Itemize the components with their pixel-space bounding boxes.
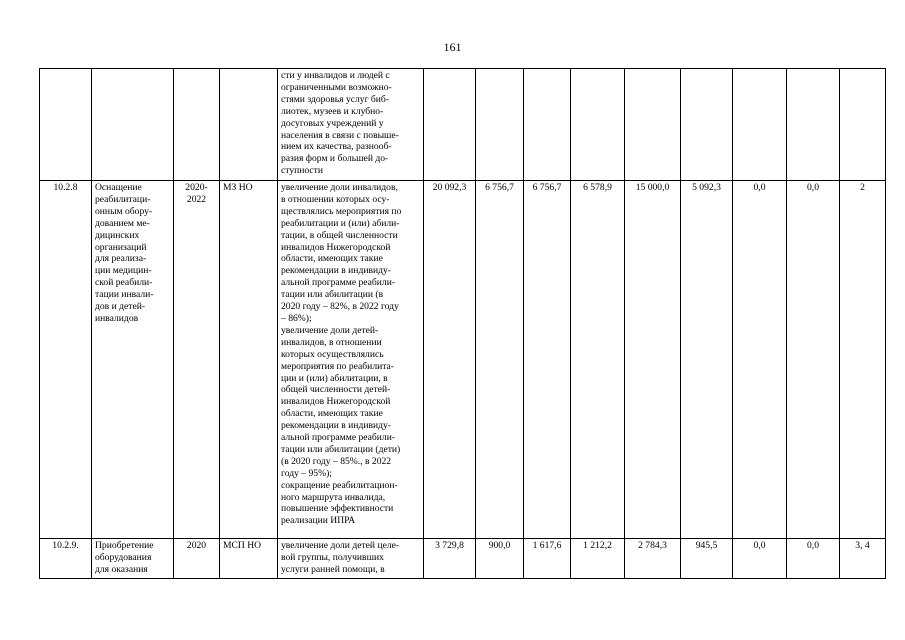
cell-indicator-line: увеличение доли детей целе-	[281, 540, 400, 551]
cell-indicator-line: тации или абилитации (в	[281, 289, 384, 301]
cell-value: 1 617,6	[524, 539, 571, 579]
cell-value: 945,5	[681, 539, 733, 579]
cell-indicator-line: разия форм и большей до-	[281, 153, 389, 165]
cell-indicator-line: увеличение доли инвалидов,	[281, 182, 398, 193]
cell-indicator-line: общей численности детей-	[281, 384, 391, 396]
cell-code: 10.2.9.	[40, 539, 92, 579]
cell-indicator-line: альной программе реабили-	[281, 432, 396, 444]
cell-name	[92, 69, 174, 181]
cell-value: 1 212,2	[571, 539, 625, 579]
cell-executor	[220, 69, 278, 181]
cell-value: 0,0	[733, 539, 787, 579]
program-table	[39, 68, 886, 579]
cell-name-line: инвалидов	[95, 312, 139, 324]
cell-name-line: оборудования	[95, 551, 152, 563]
cell-indicator-line: области, имеющих такие	[281, 253, 383, 265]
cell-name-line: Приобретение	[95, 540, 154, 551]
cell-indicator-line: сти у инвалидов и людей с	[281, 70, 390, 81]
cell-indicator-line: инвалидов Нижегородской	[281, 396, 391, 408]
cell-value: 15 000,0	[625, 181, 681, 539]
cell-period	[174, 69, 220, 181]
cell-indicator-line: тации или абилитации (дети)	[281, 443, 401, 455]
cell-name-line: для реализа-	[95, 253, 147, 265]
cell-indicator-line: досуговых учреждений у	[281, 117, 384, 129]
cell-name-line: онным обору-	[95, 205, 153, 217]
cell-value	[840, 69, 886, 181]
cell-indicator-line: в отношении которых осу-	[281, 193, 390, 205]
cell-period-line: 2020-	[185, 182, 208, 193]
cell-indicator	[278, 181, 424, 539]
cell-indicator-line: увеличение доли детей-	[281, 324, 379, 336]
cell-indicator-line: рекомендации в индивиду-	[281, 265, 391, 277]
cell-value	[625, 69, 681, 181]
cell-name-line: дов и детей-	[95, 301, 146, 313]
cell-indicator-line: нием их качества, разнооб-	[281, 141, 392, 153]
cell-value: 2 784,3	[625, 539, 681, 579]
cell-indicator	[278, 539, 424, 579]
cell-indicator-line: ного маршрута инвалида,	[281, 491, 386, 503]
cell-executor: МСП НО	[220, 539, 278, 579]
cell-indicator-line: лиотек, музеев и клубно-	[281, 105, 384, 117]
cell-indicator-line: вой группы, получивших	[281, 551, 384, 563]
cell-indicator-line: инвалидов Нижегородской	[281, 241, 391, 253]
cell-indicator-line: ступности	[281, 165, 324, 177]
cell-value: 3, 4	[840, 539, 886, 579]
cell-value	[571, 69, 625, 181]
cell-code: 10.2.8	[40, 181, 92, 539]
cell-indicator-line: реализации ИПРА	[281, 515, 356, 527]
cell-value: 0,0	[787, 181, 840, 539]
cell-value	[681, 69, 733, 181]
cell-value: 5 092,3	[681, 181, 733, 539]
cell-indicator-line: альной программе реабили-	[281, 277, 396, 289]
cell-name-line: организаций	[95, 241, 147, 253]
cell-indicator-line: инвалидов, в отношении	[281, 336, 382, 348]
cell-indicator-line: повышение эффективности	[281, 503, 394, 515]
cell-period	[174, 539, 220, 579]
cell-value	[733, 69, 787, 181]
cell-value: 0,0	[733, 181, 787, 539]
cell-value: 6 578,9	[571, 181, 625, 539]
cell-value	[424, 69, 476, 181]
cell-period	[174, 181, 220, 539]
cell-period-line: 2022	[186, 193, 207, 205]
cell-value: 2	[840, 181, 886, 539]
cell-value	[524, 69, 571, 181]
cell-indicator-line: ции и (или) абилитации, в	[281, 372, 388, 384]
cell-value: 3 729,8	[424, 539, 476, 579]
cell-value: 6 756,7	[476, 181, 524, 539]
cell-executor: МЗ НО	[220, 181, 278, 539]
cell-value: 0,0	[787, 539, 840, 579]
table-row	[40, 69, 886, 181]
cell-indicator-line: сокращение реабилитацион-	[281, 479, 398, 491]
cell-name-line: реабилитаци-	[95, 193, 151, 205]
cell-name-line: дицинских	[95, 229, 140, 241]
cell-name-line: ции медицин-	[95, 265, 152, 277]
cell-indicator-line: тации, в общей численности	[281, 229, 398, 241]
cell-indicator-line: мероприятия по реабилита-	[281, 360, 394, 372]
cell-indicator-line: (в 2020 году – 85%., в 2022	[281, 455, 392, 467]
cell-name-line: ской реабили-	[95, 277, 153, 289]
cell-name-line: Оснащение	[95, 182, 142, 193]
table-row	[40, 181, 886, 539]
cell-code	[40, 69, 92, 181]
table-row	[40, 539, 886, 579]
cell-indicator-line: стями здоровья услуг биб-	[281, 93, 390, 105]
cell-value	[476, 69, 524, 181]
cell-indicator	[278, 69, 424, 181]
cell-indicator-line: населения в связи с повыше-	[281, 129, 399, 141]
cell-value: 20 092,3	[424, 181, 476, 539]
cell-indicator-line: – 86%);	[281, 312, 312, 324]
cell-name-line: для оказания	[95, 563, 148, 575]
cell-period-line: 2020	[186, 540, 207, 551]
cell-indicator-line: ществлялись мероприятия по	[281, 205, 402, 217]
cell-indicator-line: ограниченными возможно-	[281, 81, 392, 93]
cell-value: 900,0	[476, 539, 524, 579]
cell-indicator-line: реабилитации и (или) абили-	[281, 217, 400, 229]
cell-indicator-line: 2020 году – 82%, в 2022 году	[281, 301, 399, 313]
cell-name-line: дованием ме-	[95, 217, 150, 229]
page-number: 161	[443, 40, 462, 54]
cell-indicator-line: области, имеющих такие	[281, 408, 383, 420]
cell-value: 6 756,7	[524, 181, 571, 539]
cell-indicator-line: году – 95%);	[281, 467, 332, 479]
cell-value	[787, 69, 840, 181]
cell-indicator-line: рекомендации в индивиду-	[281, 420, 391, 432]
cell-name-line: тации инвали-	[95, 289, 154, 301]
cell-indicator-line: которых осуществлялись	[281, 348, 384, 360]
cell-name	[92, 539, 174, 579]
cell-name	[92, 181, 174, 539]
cell-indicator-line: услуги ранней помощи, в	[281, 563, 385, 575]
